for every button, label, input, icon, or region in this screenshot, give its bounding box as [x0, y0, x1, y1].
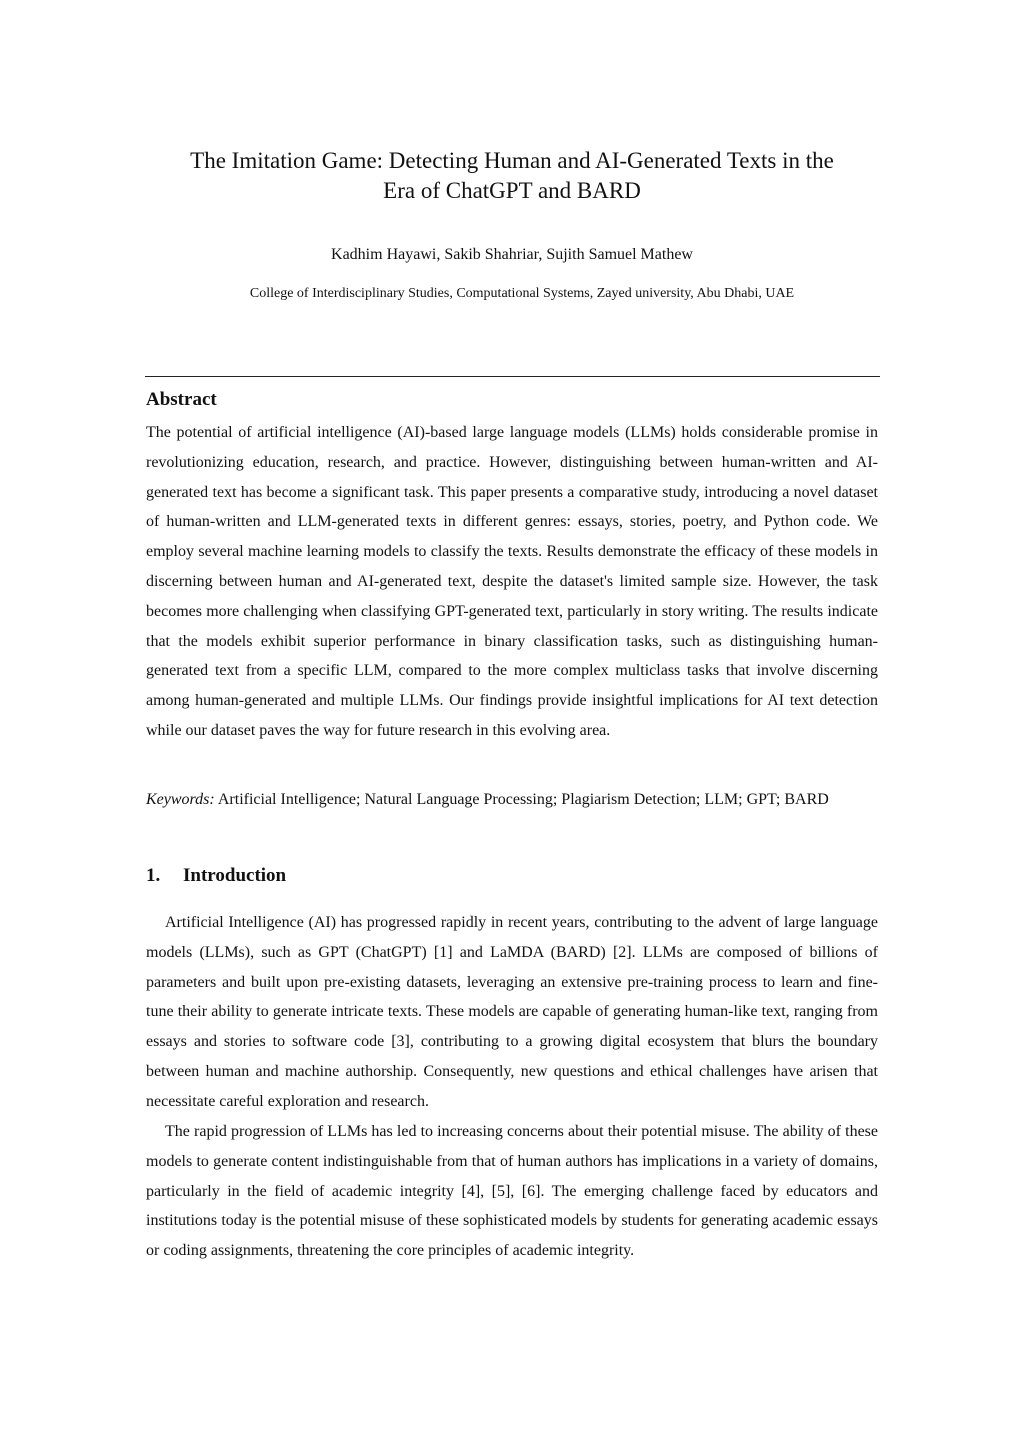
keywords-label: Keywords:: [146, 791, 215, 808]
keywords-text: Artificial Intelligence; Natural Language Processing; Plagiarism Detection; LLM; GPT; BARD: [217, 791, 829, 808]
paper-title: [100, 146, 924, 206]
abstract-heading: Abstract: [146, 389, 217, 410]
author-list: Kadhim Hayawi, Sakib Shahriar, Sujith Samuel Mathew: [331, 246, 693, 263]
paper-title-line-1: The Imitation Game: Detecting Human and AI-Generated Texts in the: [190, 148, 834, 173]
abstract-divider: [145, 376, 880, 377]
introduction-paragraph-2: The rapid progression of LLMs has led to increasing concerns about their potential misuse. The ability of these models to generate content indistinguishable from that of human authors has implications in a variety of domains, particularly in the field of academic integrity [4], [5], [6]. The emerging challenge faced by educators and institutions today is the potential misuse of these sophisticated models by students for generating academic essays or coding assignments, threatening the core principles of academic integrity.: [146, 1123, 878, 1260]
keywords-line: [146, 787, 886, 813]
paper-title-line-2: Era of ChatGPT and BARD: [383, 178, 641, 203]
introduction-paragraph-1: Artificial Intelligence (AI) has progressed rapidly in recent years, contributing to the advent of large language models (LLMs), such as GPT (ChatGPT) [1] and LaMDA (BARD) [2]. LLMs are composed of billions of parameters and built upon pre-existing datasets, leveraging an extensive pre-training process to learn and fine-tune their ability to generate intricate texts. These models are capable of generating human-like text, ranging from essays and stories to software code [3], contributing to a growing digital ecosystem that blurs the boundary between human and machine authorship. Consequently, new questions and ethical challenges have arisen that necessitate careful exploration and research.: [146, 914, 878, 1110]
section-title: Introduction: [183, 865, 287, 886]
section-heading-introduction: [146, 864, 286, 888]
abstract-text: The potential of artificial intelligence (AI)-based large language models (LLMs) holds considerable promise in revolutionizing education, research, and practice. However, distinguishing between human-written and AI-generated text has become a significant task. This paper presents a comparative study, introducing a novel dataset of human-written and LLM-generated texts in different genres: essays, stories, poetry, and Python code. We employ several machine learning models to classify the texts. Results demonstrate the efficacy of these models in discerning between human and AI-generated text, despite the dataset's limited sample size. However, the task becomes more challenging when classifying GPT-generated text, particularly in story writing. The results indicate that the models exhibit superior performance in binary classification tasks, such as distinguishing human-generated text from a specific LLM, compared to the more complex multiclass tasks that involve discerning among human-generated and multiple LLMs. Our findings provide insightful implications for AI text detection while our dataset paves the way for future research in this evolving area.: [146, 424, 878, 739]
section-number: 1.: [146, 865, 161, 886]
author-affiliation: College of Interdisciplinary Studies, Computational Systems, Zayed university, Abu Dhabi, UAE: [249, 286, 795, 301]
